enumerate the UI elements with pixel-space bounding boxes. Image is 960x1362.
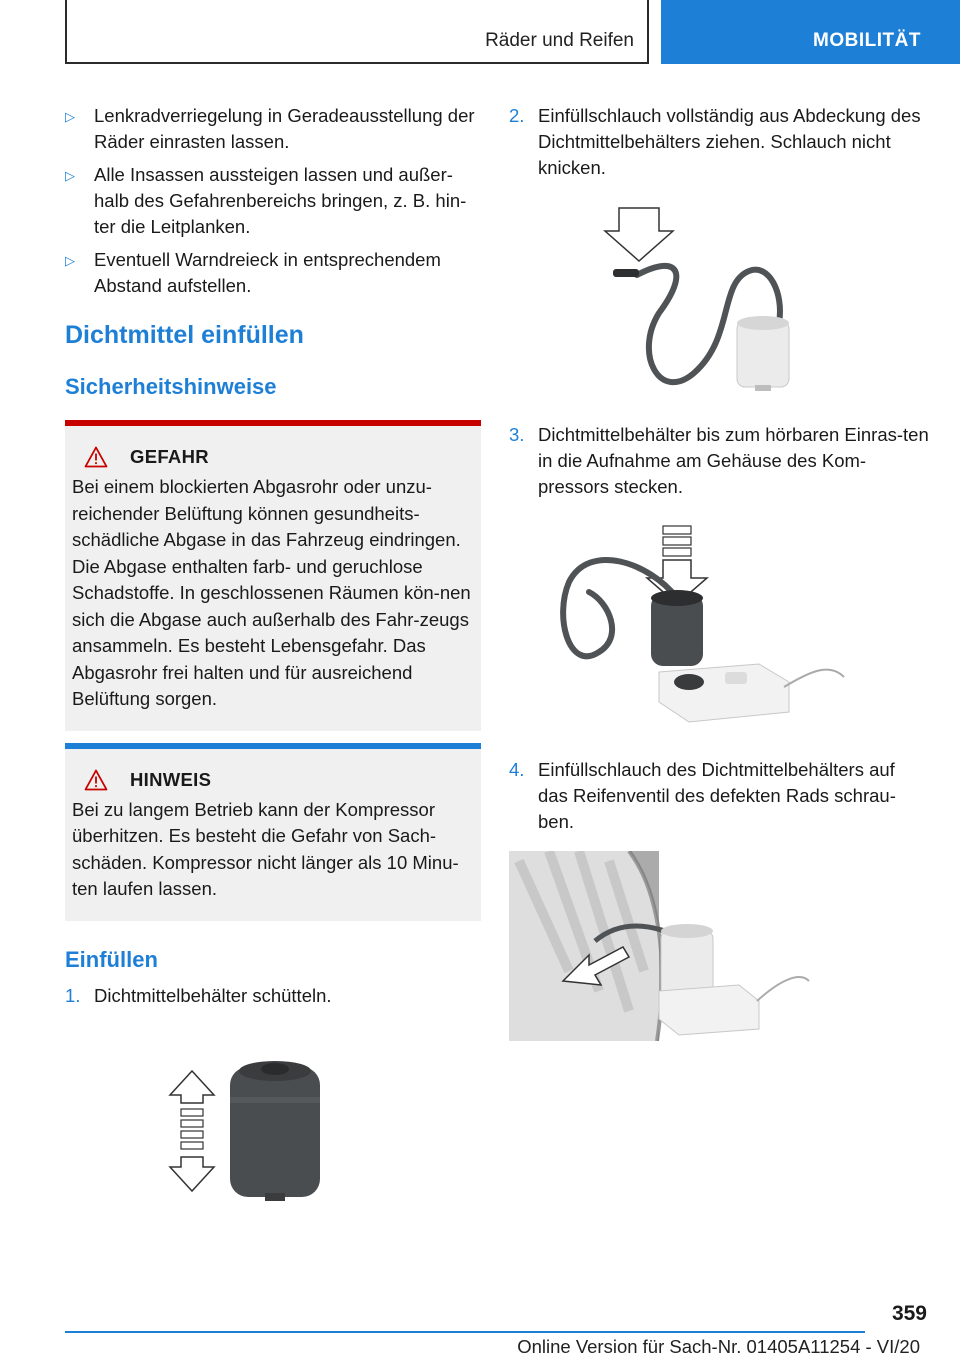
warning-triangle-icon [84,769,108,791]
subsection-heading-fill: Einfüllen [65,946,158,972]
step-3 [509,422,929,500]
wheel-illustration [509,851,929,1041]
figure-pull-hose [599,203,929,408]
canister-shake-illustration [165,1057,345,1207]
step-2 [509,103,929,181]
list-item-text: Lenkradverriegelung in Geradeausstellung der Räder einrasten lassen. [94,105,475,152]
page-number: 359 [891,1302,927,1325]
list-item [65,247,481,299]
danger-box [65,420,481,731]
step-text: Einfüllschlauch vollständig aus Abdeckung des Dichtmittelbehälters ziehen. Schlauch nicht knicken. [538,105,921,178]
notice-box [65,743,481,921]
notice-header [84,769,474,791]
bullet-triangle-icon: ▷ [65,109,75,124]
footer-divider [65,1331,865,1333]
list-item [65,103,481,155]
step-text: Einfüllschlauch des Dichtmittelbehälters auf das Reifenventil des defekten Rads schrau-ben. [538,759,896,832]
bullet-triangle-icon: ▷ [65,168,75,183]
bullet-triangle-icon: ▷ [65,253,75,268]
notice-text: Bei zu langem Betrieb kann der Kompressor überhitzen. Es besteht die Gefahr von Sach-schäden. Kompressor nicht länger als 10 Minu-ten laufen lassen. [72,798,459,899]
page-header [0,0,960,66]
hose-illustration [599,203,799,403]
list-item-text: Eventuell Warndreieck in entsprechendem Abstand aufstellen. [94,249,441,296]
figure-screw-onto-valve [509,851,929,1046]
list-item-text: Alle Insassen aussteigen lassen und außer-halb des Gefahrenbereichs bringen, z. B. hin-ter die Leitplanken. [94,164,467,237]
danger-text: Bei einem blockierten Abgasrohr oder unzu-reichender Belüftung können gesundheits-schädliche Abgase in das Fahrzeug eindringen. Die Abgase enthalten farb- und geruchlose Schadstoffe. In geschlossenen Räumen kön-nen sich die Abgase auch außerhalb des Fahr-zeugs ansammeln. Es besteht Lebensgefahr. Das Abgasrohr frei halten und für ausreichend Belüftung sorgen. [72,476,471,709]
step-number: 4. [509,759,525,780]
step-number: 1. [65,984,81,1006]
section-heading: Dichtmittel einfüllen [65,321,304,349]
subsection-heading-safety: Sicherheitshinweise [65,374,277,399]
step-number: 3. [509,424,525,445]
right-column [509,103,929,1046]
step-1 [65,983,481,1009]
notice-title: HINWEIS [130,768,212,790]
left-column [65,103,481,1212]
step-text: Dichtmittelbehälter bis zum hörbaren Einras-ten in die Aufnahme am Gehäuse des Kom-pressors stecken. [538,424,929,497]
danger-header [84,446,474,468]
warning-triangle-icon [84,446,108,468]
step-4 [509,757,929,835]
step-text: Dichtmittelbehälter schütteln. [94,984,332,1006]
figure-shake-canister [165,1057,481,1212]
danger-title: GEFAHR [130,446,209,467]
footer-version-text: Online Version für Sach-Nr. 01405A11254 - VI/20 [517,1336,920,1357]
figure-insert-canister [529,522,929,739]
list-item [65,162,481,240]
header-section-title: Räder und Reifen [485,30,634,51]
header-chapter-tab: MOBILITÄT [661,0,960,64]
compressor-illustration [529,522,849,734]
step-number: 2. [509,105,525,126]
